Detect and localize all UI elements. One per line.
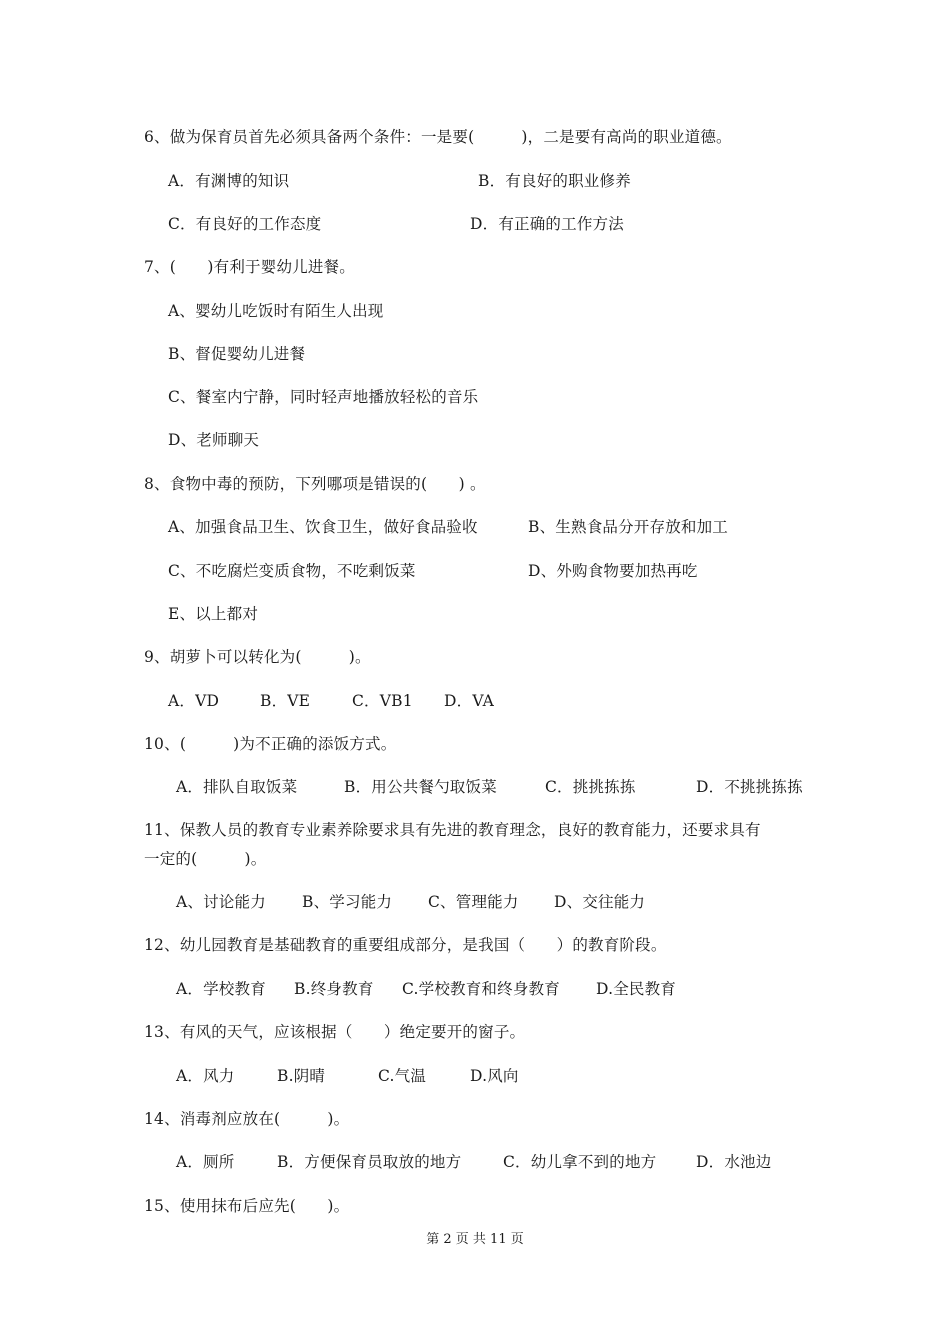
question-14-option-a: A．厕所 bbox=[176, 1153, 235, 1171]
question-8-option-c: C、不吃腐烂变质食物，不吃剩饭菜 bbox=[168, 562, 416, 580]
question-13-option-a: A．风力 bbox=[176, 1067, 235, 1085]
question-9-option-a: A．VD bbox=[168, 692, 220, 710]
question-6-stem: 6、做为保育员首先必须具备两个条件：一是要( )，二是要有高尚的职业道德。 bbox=[144, 128, 732, 146]
question-8-option-e: E、以上都对 bbox=[168, 605, 259, 623]
question-11-option-a: A、讨论能力 bbox=[176, 893, 266, 911]
question-11-option-d: D、交往能力 bbox=[554, 893, 646, 911]
question-7-option-d: D、老师聊天 bbox=[168, 431, 260, 449]
question-9-stem: 9、胡萝卜可以转化为( )。 bbox=[144, 648, 371, 666]
question-7-option-c: C、餐室内宁静，同时轻声地播放轻松的音乐 bbox=[168, 388, 479, 406]
question-6-option-d: D．有正确的工作方法 bbox=[470, 215, 624, 233]
question-15-stem: 15、使用抹布后应先( )。 bbox=[144, 1197, 350, 1215]
question-10-stem: 10、( )为不正确的添饭方式。 bbox=[144, 735, 397, 753]
question-10-option-c: C．挑挑拣拣 bbox=[545, 778, 636, 796]
question-10-option-b: B．用公共餐勺取饭菜 bbox=[344, 778, 497, 796]
question-13-option-c: C.气温 bbox=[378, 1067, 427, 1085]
question-7-stem: 7、( )有利于婴幼儿进餐。 bbox=[144, 258, 355, 276]
question-6-option-a: A．有渊博的知识 bbox=[168, 172, 290, 190]
question-9-option-b: B．VE bbox=[260, 692, 311, 710]
question-13-option-d: D.风向 bbox=[470, 1067, 519, 1085]
question-13-option-b: B.阴晴 bbox=[277, 1067, 326, 1085]
question-12-option-b: B.终身教育 bbox=[294, 980, 374, 998]
question-14-stem: 14、消毒剂应放在( )。 bbox=[144, 1110, 350, 1128]
question-11-option-b: B、学习能力 bbox=[302, 893, 393, 911]
question-14-option-c: C．幼儿拿不到的地方 bbox=[503, 1153, 657, 1171]
question-6-option-c: C．有良好的工作态度 bbox=[168, 215, 322, 233]
page-number-footer: 第 2 页 共 11 页 bbox=[426, 1232, 524, 1247]
question-8-option-a: A、加强食品卫生、饮食卫生，做好食品验收 bbox=[168, 518, 478, 536]
question-8-option-d: D、外购食物要加热再吃 bbox=[528, 562, 698, 580]
question-6-option-b: B．有良好的职业修养 bbox=[478, 172, 631, 190]
question-9-option-c: C．VB1 bbox=[352, 692, 413, 710]
question-7-option-a: A、婴幼儿吃饭时有陌生人出现 bbox=[168, 302, 384, 320]
question-12-option-d: D.全民教育 bbox=[596, 980, 677, 998]
question-14-option-b: B．方便保育员取放的地方 bbox=[277, 1153, 462, 1171]
question-13-stem: 13、有风的天气，应该根据（ ）绝定要开的窗子。 bbox=[144, 1023, 526, 1041]
question-11-stem-line-2: 一定的( )。 bbox=[144, 850, 267, 868]
question-10-option-d: D．不挑挑拣拣 bbox=[696, 778, 803, 796]
question-11-option-c: C、管理能力 bbox=[428, 893, 519, 911]
question-9-option-d: D．VA bbox=[444, 692, 495, 710]
question-10-option-a: A．排队自取饭菜 bbox=[176, 778, 298, 796]
question-12-option-a: A．学校教育 bbox=[176, 980, 266, 998]
question-12-stem: 12、幼儿园教育是基础教育的重要组成部分，是我国（ ）的教育阶段。 bbox=[144, 936, 667, 954]
question-11-stem-line-1: 11、保教人员的教育专业素养除要求具有先进的教育理念，良好的教育能力，还要求具有 bbox=[144, 821, 761, 839]
question-7-option-b: B、督促婴幼儿进餐 bbox=[168, 345, 306, 363]
question-14-option-d: D．水池边 bbox=[696, 1153, 772, 1171]
question-12-option-c: C.学校教育和终身教育 bbox=[402, 980, 560, 998]
question-8-option-b: B、生熟食品分开存放和加工 bbox=[528, 518, 728, 536]
question-8-stem: 8、食物中毒的预防，下列哪项是错误的( ) 。 bbox=[144, 475, 486, 493]
